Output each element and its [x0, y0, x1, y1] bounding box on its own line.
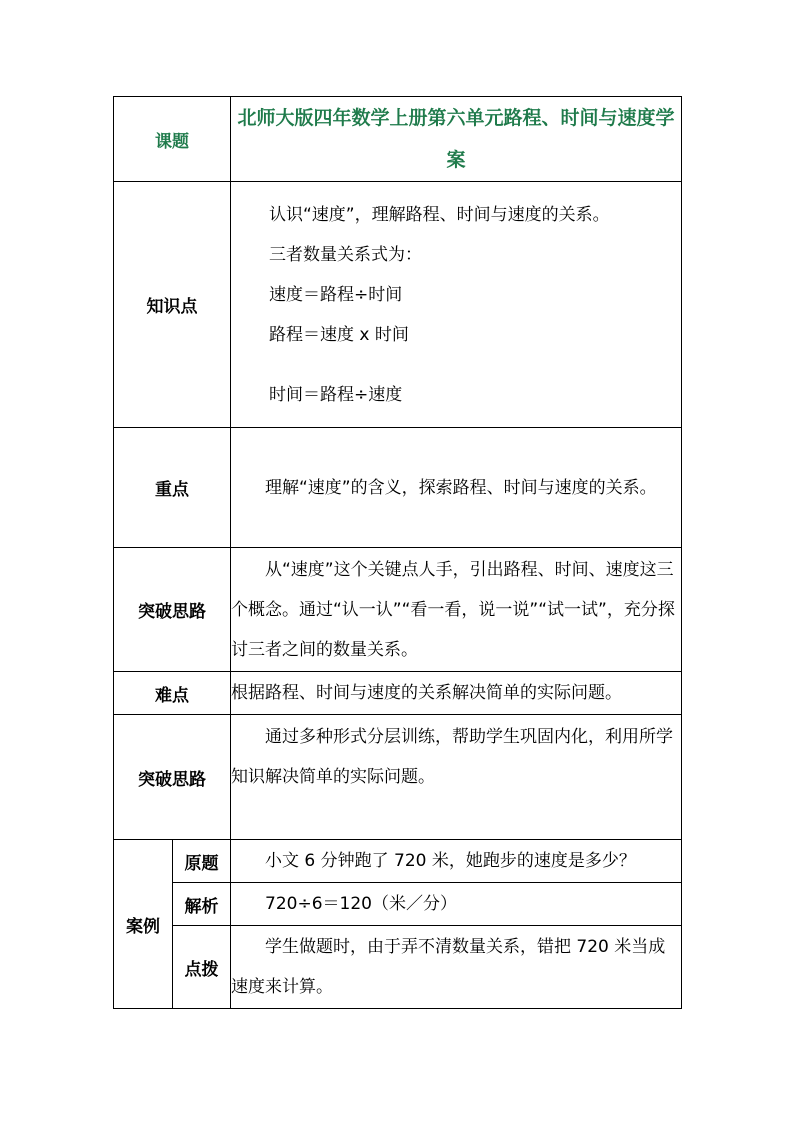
knowledge-line: 认识“速度”，理解路程、时间与速度的关系。 [269, 204, 610, 225]
approach-label-2: 突破思路 [114, 715, 231, 840]
case-row-hint [114, 926, 682, 1009]
approach-label-1: 突破思路 [114, 548, 231, 672]
lesson-plan-table [113, 96, 682, 1009]
case-sub-label: 解析 [173, 883, 231, 926]
approach-text-1: 从“速度”这个关键点人手，引出路程、时间、速度这三个概念。通过“认一认”“看一看，说一说”“试一试”，充分探讨三者之间的数量关系。 [231, 559, 675, 660]
key-point-content [231, 428, 682, 548]
key-point-row [114, 428, 682, 548]
difficulty-row [114, 672, 682, 715]
knowledge-line: 三者数量关系式为： [269, 244, 422, 265]
approach-row-2 [114, 715, 682, 840]
knowledge-label: 知识点 [114, 182, 231, 428]
difficulty-text: 根据路程、时间与速度的关系解决简单的实际问题。 [231, 683, 622, 703]
case-hint-text: 学生做题时，由于弄不清数量关系，错把 720 米当成速度来计算。 [231, 937, 666, 997]
formula-distance: 路程＝速度 x 时间 [269, 324, 409, 345]
case-original-text: 小文 6 分钟跑了 720 米，她跑步的速度是多少？ [265, 851, 636, 871]
difficulty-label: 难点 [114, 672, 231, 715]
approach-content-1 [231, 548, 682, 672]
title-row [114, 97, 682, 182]
case-label: 案例 [114, 840, 173, 1009]
case-sub-label: 点拨 [173, 926, 231, 1009]
case-row-analysis [114, 883, 682, 926]
approach-row-1 [114, 548, 682, 672]
formula-time: 时间＝路程÷速度 [269, 384, 403, 405]
approach-content-2 [231, 715, 682, 840]
case-row-original [114, 840, 682, 883]
title-label: 课题 [114, 97, 231, 182]
case-content [231, 926, 682, 1009]
knowledge-row [114, 182, 682, 428]
knowledge-content [231, 182, 682, 428]
key-point-label: 重点 [114, 428, 231, 548]
case-analysis-text: 720÷6＝120（米／分） [265, 894, 457, 914]
approach-text-2: 通过多种形式分层训练，帮助学生巩固内化，利用所学知识解决简单的实际问题。 [231, 727, 673, 787]
formula-speed: 速度＝路程÷时间 [269, 284, 403, 305]
difficulty-content [231, 672, 682, 715]
case-content [231, 883, 682, 926]
key-point-text: 理解“速度”的含义，探索路程、时间与速度的关系。 [265, 477, 657, 498]
case-sub-label: 原题 [173, 840, 231, 883]
lesson-title: 北师大版四年数学上册第六单元路程、时间与速度学案 [231, 97, 682, 182]
case-content [231, 840, 682, 883]
